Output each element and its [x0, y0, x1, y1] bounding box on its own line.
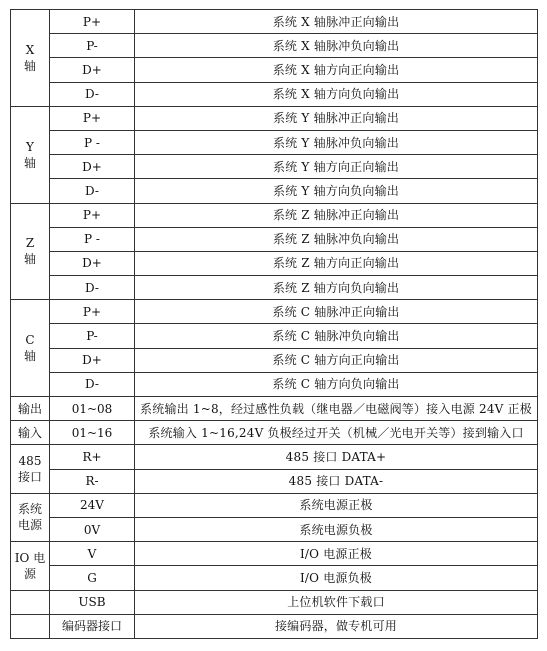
pin-cell: D+: [50, 251, 135, 275]
table-row: [11, 106, 538, 130]
description-cell: 系统 Y 轴脉冲正向输出: [135, 106, 538, 130]
description-cell: 系统 Z 轴方向正向输出: [135, 251, 538, 275]
description-cell: 系统 Y 轴脉冲负向输出: [135, 130, 538, 154]
table-row: [11, 517, 538, 541]
pin-cell: D-: [50, 276, 135, 300]
pin-cell: P+: [50, 106, 135, 130]
table-row: [11, 348, 538, 372]
pin-cell: R+: [50, 445, 135, 469]
group-label: [11, 397, 50, 421]
table-row: [11, 372, 538, 396]
description-cell: 系统电源负极: [135, 517, 538, 541]
table-row: [11, 82, 538, 106]
pin-cell: 01~08: [50, 397, 135, 421]
group-label-line: 轴: [23, 155, 36, 170]
pin-cell: P+: [50, 203, 135, 227]
pin-cell: P -: [50, 130, 135, 154]
pin-cell: 编码器接口: [50, 614, 135, 638]
group-label-line: 输入: [17, 425, 42, 440]
group-label-line: 系统: [17, 502, 42, 517]
group-label: [11, 614, 50, 638]
description-cell: 系统输入 1~16,24V 负极经过开关（机械／光电开关等）接到输入口: [135, 421, 538, 445]
table-row: [11, 276, 538, 300]
description-cell: 系统 X 轴方向正向输出: [135, 58, 538, 82]
pin-cell: P+: [50, 10, 135, 34]
group-label-line: 输出: [17, 401, 42, 416]
pin-cell: R-: [50, 469, 135, 493]
group-label-line: 轴: [23, 58, 36, 73]
group-label-line: 源: [23, 566, 36, 581]
pin-cell: D+: [50, 155, 135, 179]
group-label: [11, 300, 50, 397]
description-cell: 上位机软件下载口: [135, 590, 538, 614]
group-label: [11, 445, 50, 493]
description-cell: 系统 X 轴方向负向输出: [135, 82, 538, 106]
group-label-line: 电源: [17, 518, 42, 533]
group-label-line: 485: [18, 454, 42, 469]
pin-cell: 0V: [50, 517, 135, 541]
description-cell: 系统 C 轴脉冲正向输出: [135, 300, 538, 324]
table-row: [11, 58, 538, 82]
table-row: [11, 179, 538, 203]
description-cell: 系统 C 轴方向正向输出: [135, 348, 538, 372]
description-cell: 系统 Y 轴方向正向输出: [135, 155, 538, 179]
group-label-line: C: [25, 333, 35, 348]
description-cell: 系统电源正极: [135, 493, 538, 517]
group-label: [11, 590, 50, 614]
description-cell: 系统 C 轴方向负向输出: [135, 372, 538, 396]
pin-cell: P-: [50, 34, 135, 58]
pin-cell: D-: [50, 179, 135, 203]
table-row: [11, 469, 538, 493]
table-row: [11, 542, 538, 566]
group-label: [11, 106, 50, 203]
group-label: [11, 10, 50, 107]
pin-definition-table: [10, 9, 538, 639]
pin-cell: D-: [50, 372, 135, 396]
description-cell: 系统 Z 轴脉冲负向输出: [135, 227, 538, 251]
pin-cell: D+: [50, 348, 135, 372]
table-row: [11, 421, 538, 445]
table-row: [11, 324, 538, 348]
table-row: [11, 10, 538, 34]
table-row: [11, 34, 538, 58]
table-row: [11, 566, 538, 590]
description-cell: 系统输出 1~8，经过感性负载（继电器／电磁阀等）接入电源 24V 正极: [135, 397, 538, 421]
description-cell: I/O 电源正极: [135, 542, 538, 566]
description-cell: 485 接口 DATA-: [135, 469, 538, 493]
description-cell: I/O 电源负极: [135, 566, 538, 590]
group-label: [11, 203, 50, 300]
pin-cell: G: [50, 566, 135, 590]
table-row: [11, 397, 538, 421]
description-cell: 系统 Z 轴脉冲正向输出: [135, 203, 538, 227]
pin-cell: P -: [50, 227, 135, 251]
pin-cell: 24V: [50, 493, 135, 517]
table-row: [11, 300, 538, 324]
table-row: [11, 155, 538, 179]
table-body: [11, 10, 538, 639]
description-cell: 系统 X 轴脉冲负向输出: [135, 34, 538, 58]
table-row: [11, 614, 538, 638]
pin-cell: D+: [50, 58, 135, 82]
group-label: [11, 493, 50, 541]
table-row: [11, 130, 538, 154]
description-cell: 系统 Z 轴方向负向输出: [135, 276, 538, 300]
table-row: [11, 445, 538, 469]
pin-cell: D-: [50, 82, 135, 106]
description-cell: 系统 C 轴脉冲负向输出: [135, 324, 538, 348]
description-cell: 系统 Y 轴方向负向输出: [135, 179, 538, 203]
description-cell: 接编码器，做专机可用: [135, 614, 538, 638]
pin-cell: P-: [50, 324, 135, 348]
pin-cell: V: [50, 542, 135, 566]
group-label-line: IO 电: [14, 550, 46, 565]
group-label-line: 轴: [23, 349, 36, 364]
table-row: [11, 493, 538, 517]
table-row: [11, 251, 538, 275]
description-cell: 485 接口 DATA+: [135, 445, 538, 469]
group-label: [11, 542, 50, 590]
pin-cell: P+: [50, 300, 135, 324]
table-row: [11, 590, 538, 614]
pin-cell: USB: [50, 590, 135, 614]
group-label-line: 接口: [17, 470, 42, 485]
group-label-line: Z: [25, 236, 35, 251]
group-label-line: X: [25, 42, 35, 57]
group-label-line: 轴: [23, 252, 36, 267]
group-label-line: Y: [26, 139, 34, 154]
description-cell: 系统 X 轴脉冲正向输出: [135, 10, 538, 34]
table-row: [11, 227, 538, 251]
table-row: [11, 203, 538, 227]
pin-cell: 01~16: [50, 421, 135, 445]
group-label: [11, 421, 50, 445]
